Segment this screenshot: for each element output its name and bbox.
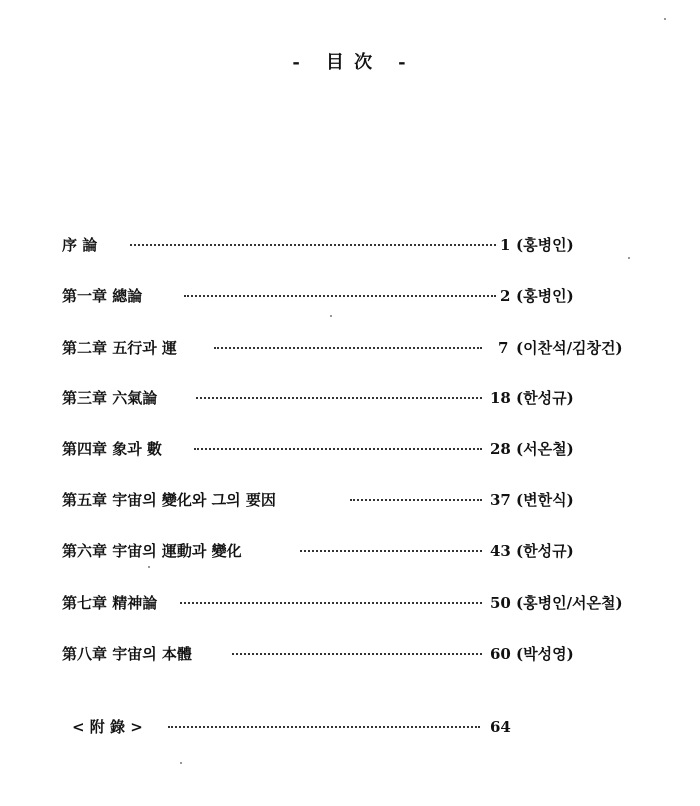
- dot-leader: [180, 602, 482, 604]
- toc-entry-label: 第六章 宇宙의 運動과 變化: [62, 542, 242, 560]
- title-right-dash: -: [398, 52, 408, 73]
- toc-entry-author: (한성규): [516, 542, 574, 560]
- scan-speck: [664, 18, 666, 20]
- dot-leader: [300, 550, 482, 552]
- toc-entry-page: 18: [490, 389, 511, 407]
- toc-entry-page: 1: [500, 236, 511, 254]
- toc-entry-label: 第二章 五行과 運: [62, 339, 177, 357]
- dot-leader: [168, 726, 480, 728]
- toc-entry-author: (홍병인/서온철): [516, 594, 623, 612]
- toc-entry-author: (한성규): [516, 389, 574, 407]
- toc-entry-author: (변한식): [516, 491, 574, 509]
- toc-entry-label: 序 論: [62, 236, 98, 254]
- toc-entry-author: (이찬석/김창건): [516, 339, 623, 357]
- dot-leader: [194, 448, 482, 450]
- dot-leader: [232, 653, 482, 655]
- dot-leader: [130, 244, 496, 246]
- toc-entry-author: (박성영): [516, 645, 574, 663]
- dot-leader: [214, 347, 482, 349]
- dot-leader: [196, 397, 482, 399]
- toc-entry-label: 第一章 總論: [62, 287, 143, 305]
- scan-speck: [148, 566, 150, 568]
- toc-entry-page: 64: [490, 718, 511, 736]
- toc-entry-author: (홍병인): [516, 236, 574, 254]
- dot-leader: [184, 295, 496, 297]
- toc-entry-page: 43: [490, 542, 511, 560]
- toc-entry-page: 37: [490, 491, 511, 509]
- toc-entry-author: (서온철): [516, 440, 574, 458]
- toc-entry-author: (홍병인): [516, 287, 574, 305]
- toc-entry-label: 第四章 象과 數: [62, 440, 162, 458]
- toc-entry-page: 2: [500, 287, 511, 305]
- toc-entry-page: 50: [490, 594, 511, 612]
- page-title: [0, 48, 700, 74]
- title-left-dash: -: [292, 52, 302, 73]
- scan-speck: [330, 315, 332, 317]
- toc-entry-label: 第三章 六氣論: [62, 389, 158, 407]
- toc-entry-page: 60: [490, 645, 511, 663]
- toc-entry-label: 第七章 精神論: [62, 594, 158, 612]
- toc-entry-label: 第五章 宇宙의 變化와 그의 要因: [62, 491, 276, 509]
- title-text: 目 次: [325, 52, 375, 73]
- dot-leader: [350, 499, 482, 501]
- toc-entry-label: 第八章 宇宙의 本體: [62, 645, 192, 663]
- scan-speck: [628, 257, 630, 259]
- scan-speck: [180, 762, 182, 764]
- toc-entry-page: 7: [498, 339, 509, 357]
- toc-entry-label: < 附 錄 >: [72, 718, 143, 736]
- toc-entry-page: 28: [490, 440, 511, 458]
